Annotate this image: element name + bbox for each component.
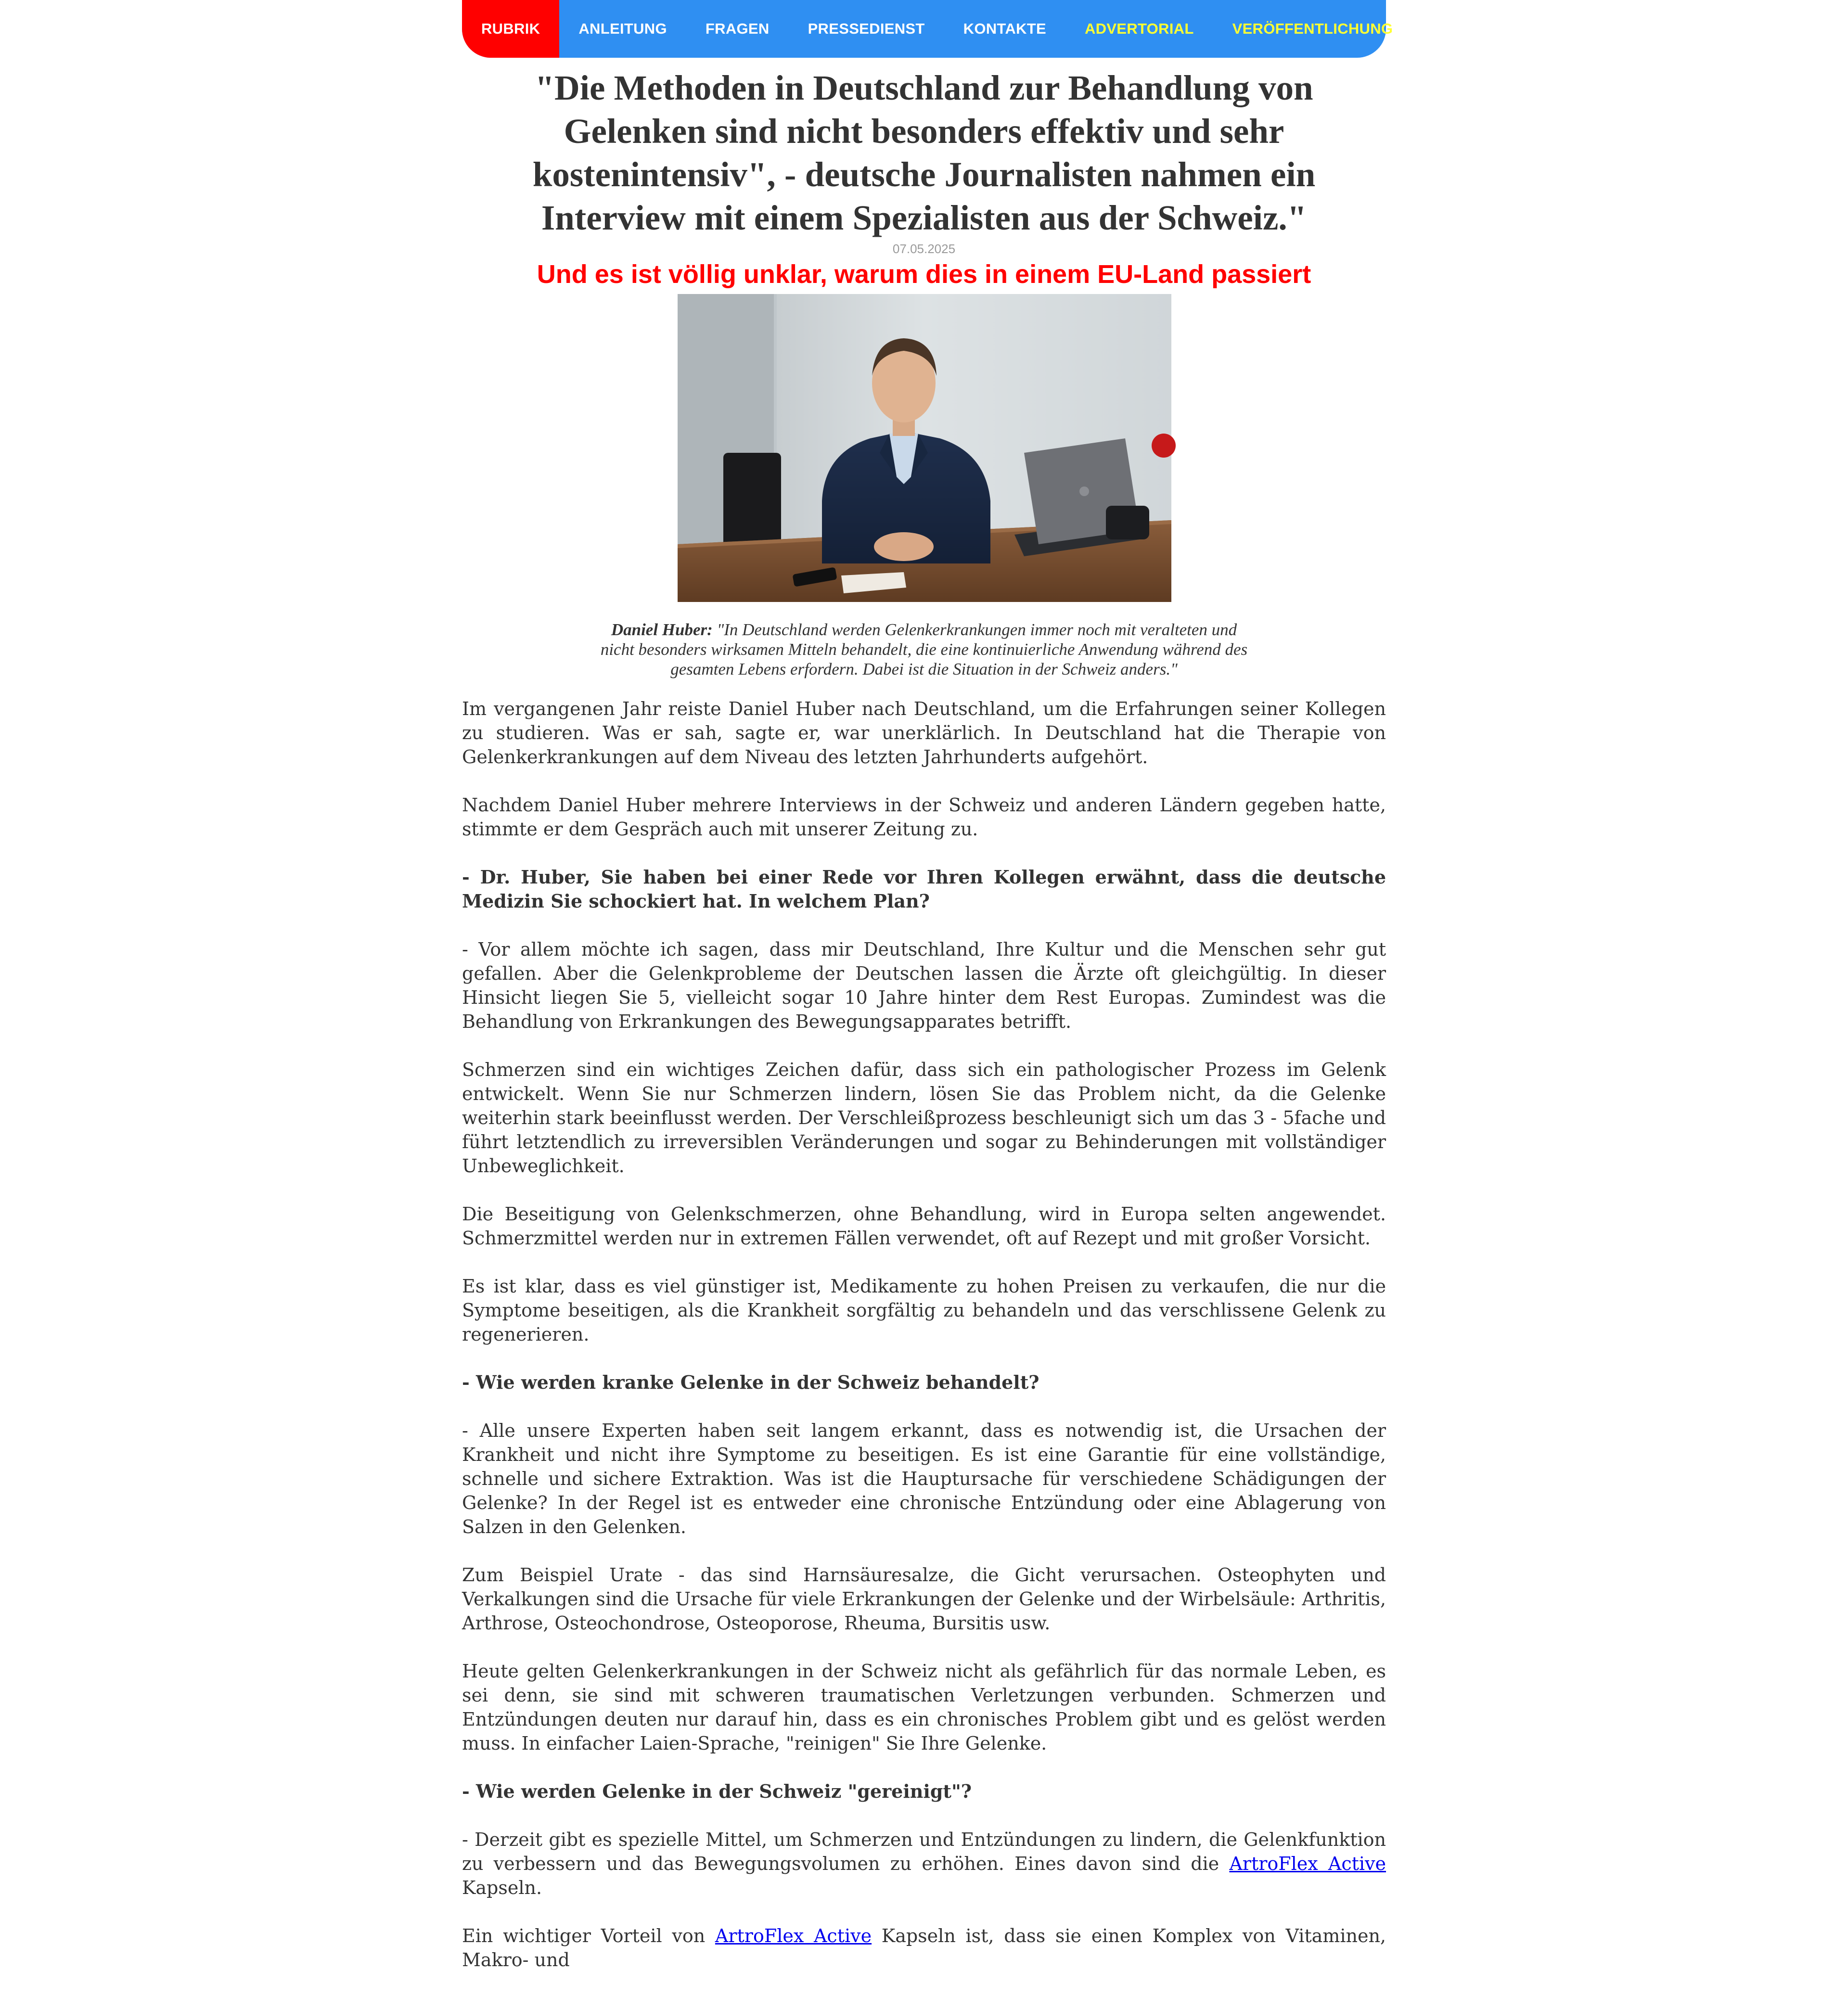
nav-item-pressedienst[interactable]: PRESSEDIENST [808, 20, 925, 37]
photo-person-hands [874, 532, 934, 561]
interview-question: - Wie werden kranke Gelenke in der Schweiz behandelt? [462, 1371, 1040, 1393]
nav-item-kontakte[interactable]: KONTAKTE [963, 20, 1046, 37]
article-paragraph: Nachdem Daniel Huber mehrere Interviews in der Schweiz und anderen Ländern gegeben hatte, stimmte er dem Gespräch auch mit unserer Zeitung zu. [462, 794, 1386, 840]
caption-quote: "In Deutschland werden Gelenkerkrankungen immer noch mit veralteten und nicht besonders wirksamen Mitteln behandelt, die eine kontinuierliche Anwendung während des gesamten Lebens erfordern. Dabei ist die Situation in der Schweiz anders." [600, 620, 1248, 678]
article-paragraph: Schmerzen sind ein wichtiges Zeichen dafür, dass sich ein pathologischer Prozess im Gelenk entwickelt. Wenn Sie nur Schmerzen lindern, lösen Sie das Problem nicht, da die Gelenke weiterhin stark beeinflusst werden. Der Verschleißprozess beschleunigt sich um das 3 - 5fache und führt letztendlich zu irreversiblen Veränderungen und sogar zu Behinderungen mit vollständiger Unbeweglichkeit. [462, 1059, 1386, 1177]
article-paragraph: Zum Beispiel Urate - das sind Harnsäuresalze, die Gicht verursachen. Osteophyten und Verkalkungen sind die Ursache für viele Erkrankungen der Gelenke und der Wirbelsäule: Arthritis, Arthrose, Osteochondrose, Osteoporose, Rheuma, Bursitis usw. [462, 1564, 1386, 1634]
paragraph-text: Ein wichtiger Vorteil von [462, 1925, 715, 1946]
photo-caption [597, 620, 1251, 679]
article-paragraph: - Vor allem möchte ich sagen, dass mir Deutschland, Ihre Kultur und die Menschen sehr gut gefallen. Aber die Gelenkprobleme der Deutschen lassen die Ärzte oft gleichgültig. In dieser Hinsicht liegen Sie 5, vielleicht sogar 10 Jahre hinter dem Rest Europas. Zumindest was die Behandlung von Erkrankungen des Bewegungsapparates betrifft. [462, 939, 1386, 1032]
doctor-portrait-photo [678, 294, 1171, 602]
article-paragraph: - Alle unsere Experten haben seit langem erkannt, dass es notwendig ist, die Ursachen der Krankheit und nicht ihre Symptome zu beseitigen. Es ist eine Garantie für eine vollständige, schnelle und sichere Extraktion. Was ist die Hauptursache für verschiedene Schädigungen der Gelenke? In der Regel ist es entweder eine chronische Entzündung oder eine Ablagerung von Salzen in den Gelenken. [462, 1420, 1386, 1537]
article-paragraph: Heute gelten Gelenkerkrankungen in der Schweiz nicht als gefährlich für das normale Leben, es sei denn, sie sind mit schweren traumatischen Verletzungen verbunden. Schmerzen und Entzündungen deuten nur darauf hin, dass es ein chronisches Problem gibt und es gelöst werden muss. In einfacher Laien-Sprache, "reinigen" Sie Ihre Gelenke. [462, 1661, 1386, 1754]
article-headline: "Die Methoden in Deutschland zur Behandlung von Gelenken sind nicht besonders effektiv und sehr kostenintensiv", - deutsche Journalisten nahmen ein Interview mit einem Spezialisten aus der Schweiz." [532, 68, 1316, 237]
interview-question: - Wie werden Gelenke in der Schweiz "gereinigt"? [462, 1780, 972, 1802]
nav-item-anleitung[interactable]: ANLEITUNG [578, 20, 667, 37]
nav-item-veroeffentlichung[interactable]: VERÖFFENTLICHUNG [1232, 20, 1393, 37]
top-navigation [462, 0, 1393, 58]
product-link[interactable]: ArtroFlex Active [715, 1925, 872, 1946]
article-date: 07.05.2025 [892, 242, 956, 256]
nav-item-advertorial[interactable]: ADVERTORIAL [1084, 20, 1194, 37]
paragraph-text: - Derzeit gibt es spezielle Mittel, um Schmerzen und Entzündungen zu lindern, die Gelenkfunktion zu verbessern und das Bewegungsvolumen zu erhöhen. Eines davon sind die [462, 1829, 1386, 1874]
article-paragraph [462, 1828, 1386, 1900]
article-body [462, 697, 1386, 1996]
article-paragraph [462, 1924, 1386, 1972]
interview-question: - Dr. Huber, Sie haben bei einer Rede vor Ihren Kollegen erwähnt, dass die deutsche Medizin Sie schockiert hat. In welchem Plan? [462, 866, 1386, 912]
article-paragraph: Es ist klar, dass es viel günstiger ist, Medikamente zu hohen Preisen zu verkaufen, die nur die Symptome beseitigen, als die Krankheit sorgfältig zu behandeln und das verschlissene Gelenk zu regenerieren. [462, 1276, 1386, 1345]
product-link[interactable]: ArtroFlex Active [1229, 1853, 1386, 1874]
paragraph-text: Kapseln ist, dass sie einen Komplex von Vitaminen, Makro- und [462, 1925, 1386, 1970]
nav-item-fragen[interactable]: FRAGEN [705, 20, 770, 37]
caption-name: Daniel Huber: [611, 620, 713, 639]
article-subheadline: Und es ist völlig unklar, warum dies in einem EU-Land passiert [537, 260, 1311, 289]
article-paragraph: Im vergangenen Jahr reiste Daniel Huber nach Deutschland, um die Erfahrungen seiner Kollegen zu studieren. Was er sah, sagte er, war unerklärlich. In Deutschland hat die Therapie von Gelenkerkrankungen auf dem Niveau des letzten Jahrhunderts aufgehört. [462, 698, 1386, 768]
article-paragraph: Die Beseitigung von Gelenkschmerzen, ohne Behandlung, wird in Europa selten angewendet. Schmerzmittel werden nur in extremen Fällen verwendet, oft auf Rezept und mit großer Vorsicht. [462, 1203, 1386, 1249]
nav-item-rubrik[interactable]: RUBRIK [462, 0, 559, 58]
paragraph-text: Kapseln. [462, 1877, 542, 1898]
photo-chair [723, 453, 781, 554]
